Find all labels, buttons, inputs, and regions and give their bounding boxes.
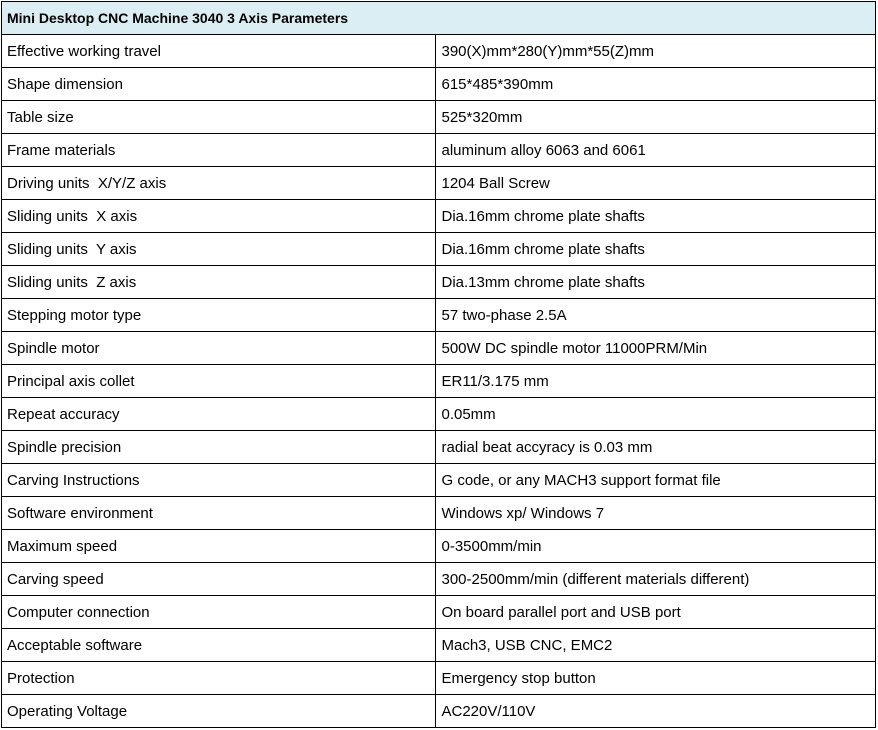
parameter-label: Sliding units Y axis xyxy=(2,233,436,266)
table-row xyxy=(2,662,876,695)
parameter-value: Emergency stop button xyxy=(436,662,876,695)
parameter-value: 390(X)mm*280(Y)mm*55(Z)mm xyxy=(436,35,876,68)
table-row xyxy=(2,101,876,134)
parameter-label: Spindle motor xyxy=(2,332,436,365)
parameter-label: Effective working travel xyxy=(2,35,436,68)
table-row xyxy=(2,563,876,596)
parameter-value: Dia.16mm chrome plate shafts xyxy=(436,200,876,233)
parameter-label: Maximum speed xyxy=(2,530,436,563)
table-row xyxy=(2,629,876,662)
parameter-label: Frame materials xyxy=(2,134,436,167)
table-row xyxy=(2,365,876,398)
table-row xyxy=(2,233,876,266)
parameter-value: 0.05mm xyxy=(436,398,876,431)
table-row xyxy=(2,200,876,233)
parameter-label: Protection xyxy=(2,662,436,695)
parameter-value: radial beat accyracy is 0.03 mm xyxy=(436,431,876,464)
table-row xyxy=(2,431,876,464)
parameter-value: ER11/3.175 mm xyxy=(436,365,876,398)
parameter-value: 1204 Ball Screw xyxy=(436,167,876,200)
parameter-value: 300-2500mm/min (different materials different) xyxy=(436,563,876,596)
parameter-value: On board parallel port and USB port xyxy=(436,596,876,629)
parameter-value: Mach3, USB CNC, EMC2 xyxy=(436,629,876,662)
parameter-value: 525*320mm xyxy=(436,101,876,134)
parameter-label: Principal axis collet xyxy=(2,365,436,398)
parameter-label: Stepping motor type xyxy=(2,299,436,332)
table-row xyxy=(2,35,876,68)
table-title: Mini Desktop CNC Machine 3040 3 Axis Parameters xyxy=(2,2,876,35)
table-row xyxy=(2,68,876,101)
table-row xyxy=(2,167,876,200)
table-row xyxy=(2,266,876,299)
parameter-value: Dia.16mm chrome plate shafts xyxy=(436,233,876,266)
parameter-value: 500W DC spindle motor 11000PRM/Min xyxy=(436,332,876,365)
parameter-label: Sliding units Z axis xyxy=(2,266,436,299)
parameter-label: Operating Voltage xyxy=(2,695,436,728)
parameter-value: aluminum alloy 6063 and 6061 xyxy=(436,134,876,167)
parameters-table xyxy=(1,1,876,728)
parameter-label: Spindle precision xyxy=(2,431,436,464)
table-row xyxy=(2,530,876,563)
parameter-value: G code, or any MACH3 support format file xyxy=(436,464,876,497)
parameter-label: Repeat accuracy xyxy=(2,398,436,431)
parameter-label: Computer connection xyxy=(2,596,436,629)
parameter-label: Carving speed xyxy=(2,563,436,596)
parameter-label: Carving Instructions xyxy=(2,464,436,497)
table-row xyxy=(2,398,876,431)
title-row xyxy=(2,2,876,35)
parameter-value: 57 two-phase 2.5A xyxy=(436,299,876,332)
table-row xyxy=(2,596,876,629)
parameter-value: Windows xp/ Windows 7 xyxy=(436,497,876,530)
parameter-value: 0-3500mm/min xyxy=(436,530,876,563)
table-row xyxy=(2,497,876,530)
table-row xyxy=(2,695,876,728)
parameter-label: Table size xyxy=(2,101,436,134)
parameter-label: Sliding units X axis xyxy=(2,200,436,233)
table-body xyxy=(2,35,876,728)
table-row xyxy=(2,299,876,332)
parameter-label: Software environment xyxy=(2,497,436,530)
table-row xyxy=(2,464,876,497)
parameter-value: 615*485*390mm xyxy=(436,68,876,101)
parameter-value: Dia.13mm chrome plate shafts xyxy=(436,266,876,299)
parameter-value: AC220V/110V xyxy=(436,695,876,728)
table-row xyxy=(2,332,876,365)
parameter-label: Shape dimension xyxy=(2,68,436,101)
table-row xyxy=(2,134,876,167)
parameter-label: Acceptable software xyxy=(2,629,436,662)
parameter-label: Driving units X/Y/Z axis xyxy=(2,167,436,200)
